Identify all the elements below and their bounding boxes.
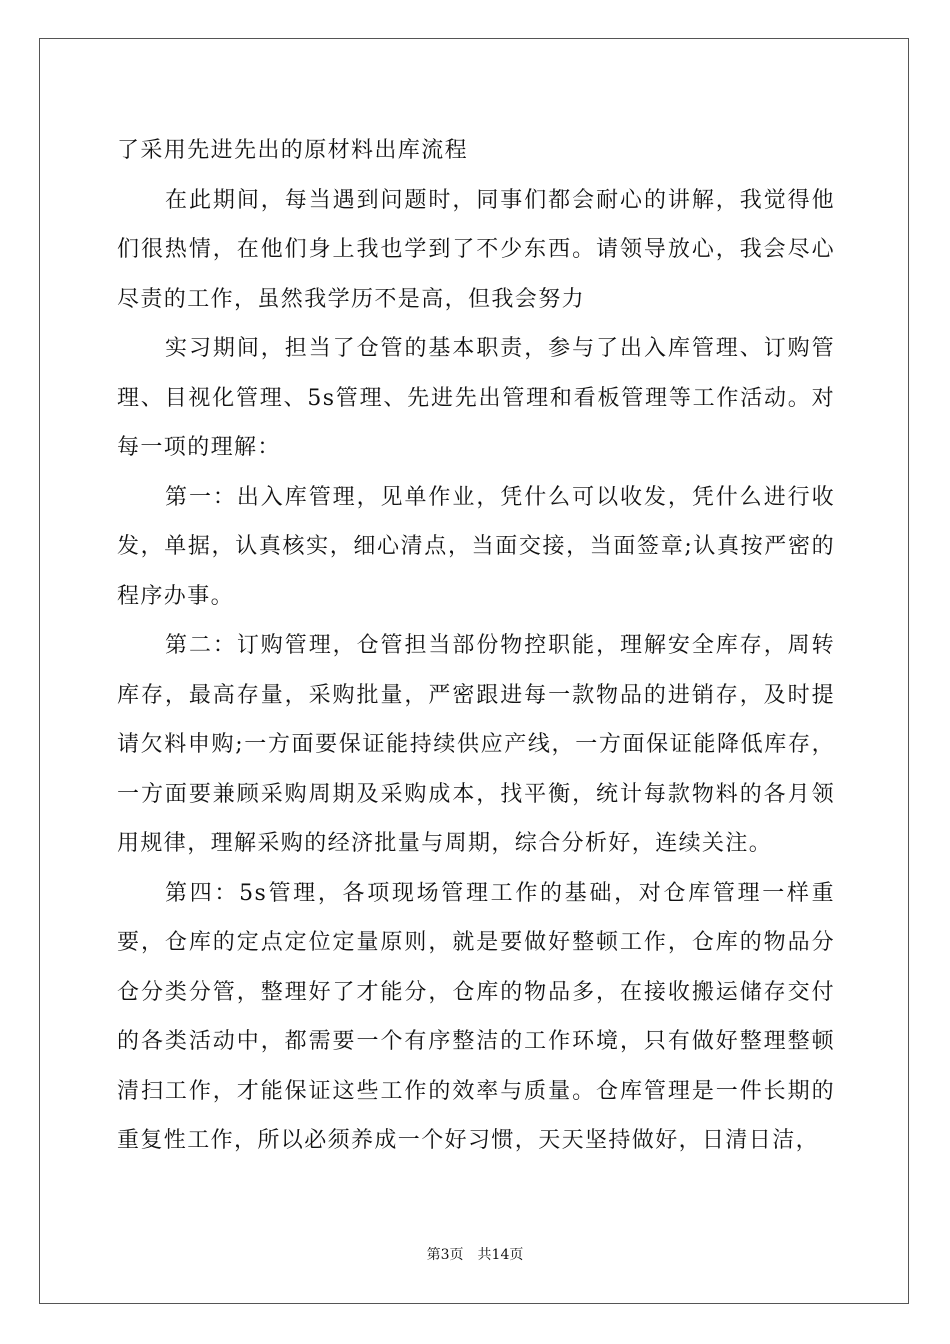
paragraph-3: 实习期间，担当了仓管的基本职责，参与了出入库管理、订购管理、目视化管理、5s管理、先进先出管理和看板管理等工作活动。对每一项的理解： (117, 336, 835, 460)
page-footer (0, 1246, 950, 1264)
paragraph-1: 了采用先进先出的原材料出库流程 (117, 138, 469, 163)
document-body (117, 126, 835, 1166)
paragraph-5: 第二：订购管理，仓管担当部份物控职能，理解安全库存，周转库存，最高存量，采购批量，严密跟进每一款物品的进销存，及时提请欠料申购;一方面要保证能持续供应产线，一方面保证能降低库存，一方面要兼顾采购周期及采购成本，找平衡，统计每款物料的各月领用规律，理解采购的经济批量与周期，综合分析好，连续关注。 (117, 633, 835, 856)
page-number: 第3页 (426, 1247, 464, 1263)
paragraph-2: 在此期间，每当遇到问题时，同事们都会耐心的讲解，我觉得他们很热情，在他们身上我也学到了不少东西。请领导放心，我会尽心尽责的工作，虽然我学历不是高，但我会努力 (117, 187, 835, 312)
paragraph-4: 第一：出入库管理，见单作业，凭什么可以收发，凭什么进行收发，单据，认真核实，细心清点，当面交接，当面签章;认真按严密的程序办事。 (117, 484, 835, 609)
page-total: 共14页 (477, 1247, 524, 1263)
paragraph-6: 第四：5s管理，各项现场管理工作的基础，对仓库管理一样重要，仓库的定点定位定量原则，就是要做好整顿工作，仓库的物品分仓分类分管，整理好了才能分，仓库的物品多，在接收搬运储存交付的各类活动中，都需要一个有序整洁的工作环境，只有做好整理整顿清扫工作，才能保证这些工作的效率与质量。仓库管理是一件长期的重复性工作，所以必须养成一个好习惯，天天坚持做好，日清日洁， (117, 880, 835, 1153)
